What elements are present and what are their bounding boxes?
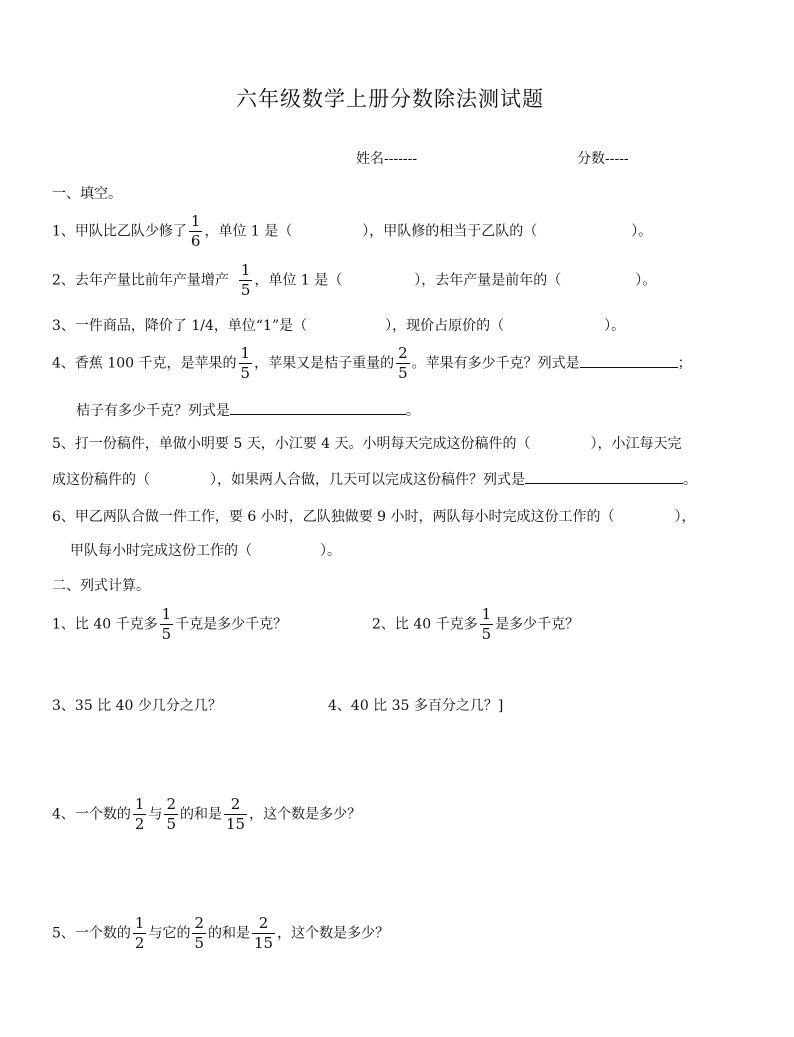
question-1-4-line2: 桔子有多少千克？列式是 。 <box>76 403 420 419</box>
question-1-5: 5、打一份稿件，单做小明要 5 天，小江要 4 天。小明每天完成这份稿件的（ ），小江每天完 <box>52 436 682 452</box>
question-2-6: 5、一个数的 $\frac{1}{2}$ 与它的 $\frac{2}{5}$ 的和是 $\frac{2}{15}$ ，这个数是多少？ <box>52 914 390 952</box>
fraction: $\frac{1}{5}$ <box>481 605 492 643</box>
question-1-3: 3、一件商品，降价了 1/4，单位“1”是（ ），现价占原价的（ ）。 <box>52 318 626 334</box>
fraction: $\frac{2}{15}$ <box>226 795 246 833</box>
fraction: $\frac{2}{5}$ <box>194 914 205 952</box>
fraction: $\frac{1}{6}$ <box>190 212 201 250</box>
page-title: 六年级数学上册分数除法测试题 <box>236 87 544 111</box>
question-2-3: 3、35 比 40 少几分之几？ <box>52 698 222 714</box>
answer-line <box>525 470 683 484</box>
question-1-5-line2: 成这份稿件的（ ），如果两人合做，几天可以完成这份稿件？列式是 。 <box>52 472 697 488</box>
question-1-6: 6、甲乙两队合做一件工作，要 6 小时，乙队独做要 9 小时，两队每小时完成这份工作的（ ）， <box>52 509 696 525</box>
question-2-5: 4、一个数的 $\frac{1}{2}$ 与 $\frac{2}{5}$ 的和是 $\frac{2}{15}$ ，这个数是多少？ <box>52 795 362 833</box>
name-field-label: 姓名------- <box>356 151 418 167</box>
question-1-2: 2、去年产量比前年产量增产 $\frac{1}{5}$ ，单位 1 是（ ），去年产量是前年的（ ）。 <box>52 261 657 299</box>
question-2-4: 4、40 比 35 多百分之几？] <box>328 698 504 714</box>
question-1-6-line2: 甲队每小时完成这份工作的（ ）。 <box>70 543 341 559</box>
fraction: $\frac{1}{5}$ <box>240 261 251 299</box>
question-2-1: 1、比 40 千克多 $\frac{1}{5}$ 千克是多少千克？ <box>52 605 288 643</box>
fraction: $\frac{1}{5}$ <box>240 344 251 382</box>
question-1-4: 4、香蕉 100 千克，是苹果的 $\frac{1}{5}$ ，苹果又是桔子重量的 $\frac{2}{5}$ 。苹果有多少千克？列式是 ； <box>52 344 692 382</box>
answer-line <box>230 401 406 415</box>
fraction: $\frac{1}{2}$ <box>134 914 145 952</box>
fraction: $\frac{1}{5}$ <box>161 605 172 643</box>
fraction: $\frac{2}{15}$ <box>254 914 274 952</box>
answer-line <box>580 354 678 368</box>
question-2-2: 2、比 40 千克多 $\frac{1}{5}$ 是多少千克？ <box>372 605 580 643</box>
fraction: $\frac{1}{2}$ <box>134 795 145 833</box>
fraction: $\frac{2}{5}$ <box>166 795 177 833</box>
score-field-label: 分数----- <box>577 151 629 167</box>
section-1-heading: 一、填空。 <box>52 186 122 202</box>
section-2-heading: 二、列式计算。 <box>52 578 150 594</box>
question-1-1: 1、甲队比乙队少修了 $\frac{1}{6}$ ，单位 1 是（ ），甲队修的相当于乙队的（ ）。 <box>52 212 653 250</box>
fraction: $\frac{2}{5}$ <box>398 344 408 382</box>
